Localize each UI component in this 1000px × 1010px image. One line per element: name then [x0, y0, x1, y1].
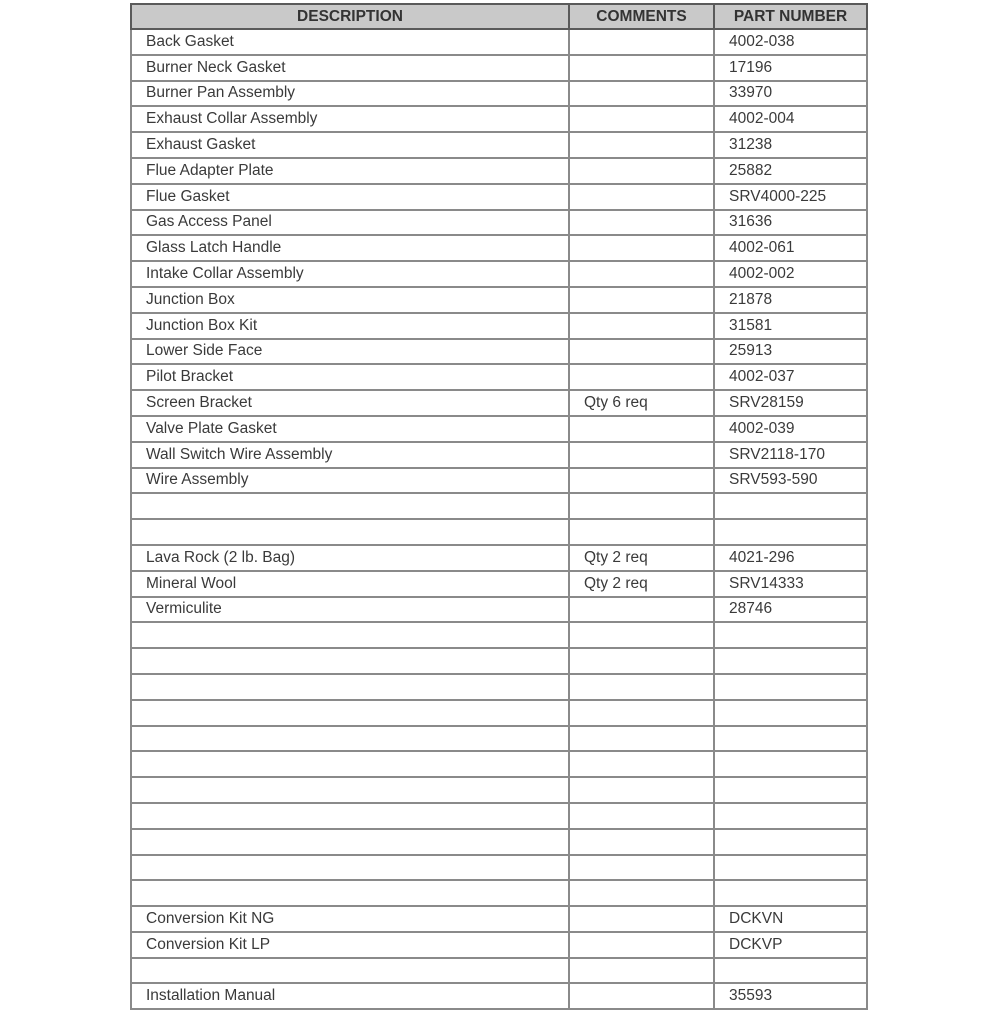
description-cell — [131, 958, 569, 984]
part-number-cell — [714, 777, 867, 803]
table-row — [131, 364, 867, 390]
table-row — [131, 442, 867, 468]
comments-cell — [569, 932, 714, 958]
description-cell: Conversion Kit NG — [131, 906, 569, 932]
description-cell: Wall Switch Wire Assembly — [131, 442, 569, 468]
table-row — [131, 29, 867, 55]
comments-cell — [569, 829, 714, 855]
table-row — [131, 648, 867, 674]
description-cell: Junction Box — [131, 287, 569, 313]
comments-cell: Qty 2 req — [569, 545, 714, 571]
table-row — [131, 493, 867, 519]
part-number-cell — [714, 880, 867, 906]
table-row — [131, 751, 867, 777]
part-number-cell — [714, 700, 867, 726]
table-row — [131, 106, 867, 132]
description-cell: Glass Latch Handle — [131, 235, 569, 261]
table-row — [131, 829, 867, 855]
table-row — [131, 932, 867, 958]
description-cell: Exhaust Collar Assembly — [131, 106, 569, 132]
description-cell — [131, 700, 569, 726]
part-number-cell: 4002-004 — [714, 106, 867, 132]
table-row — [131, 158, 867, 184]
part-number-cell — [714, 855, 867, 881]
comments-cell — [569, 468, 714, 494]
table-row — [131, 287, 867, 313]
comments-cell — [569, 29, 714, 55]
comments-cell — [569, 700, 714, 726]
part-number-cell — [714, 751, 867, 777]
comments-cell: Qty 6 req — [569, 390, 714, 416]
description-cell — [131, 648, 569, 674]
description-cell: Burner Pan Assembly — [131, 81, 569, 107]
description-cell: Mineral Wool — [131, 571, 569, 597]
header-part-number: PART NUMBER — [714, 4, 867, 29]
description-cell: Installation Manual — [131, 983, 569, 1009]
comments-cell — [569, 55, 714, 81]
part-number-cell: 17196 — [714, 55, 867, 81]
part-number-cell: 31636 — [714, 210, 867, 236]
comments-cell — [569, 132, 714, 158]
table-row — [131, 210, 867, 236]
table-row — [131, 545, 867, 571]
comments-cell — [569, 364, 714, 390]
table-row — [131, 726, 867, 752]
comments-cell: Qty 2 req — [569, 571, 714, 597]
part-number-cell — [714, 803, 867, 829]
part-number-cell: SRV4000-225 — [714, 184, 867, 210]
part-number-cell: SRV14333 — [714, 571, 867, 597]
comments-cell — [569, 339, 714, 365]
table-row — [131, 803, 867, 829]
table-row — [131, 519, 867, 545]
header-row — [131, 4, 867, 29]
table-row — [131, 983, 867, 1009]
table-row — [131, 674, 867, 700]
part-number-cell: SRV28159 — [714, 390, 867, 416]
description-cell — [131, 519, 569, 545]
header-description: DESCRIPTION — [131, 4, 569, 29]
table-row — [131, 261, 867, 287]
comments-cell — [569, 726, 714, 752]
description-cell — [131, 674, 569, 700]
table-row — [131, 55, 867, 81]
part-number-cell: 4002-038 — [714, 29, 867, 55]
description-cell: Gas Access Panel — [131, 210, 569, 236]
description-cell — [131, 855, 569, 881]
part-number-cell: DCKVN — [714, 906, 867, 932]
comments-cell — [569, 880, 714, 906]
table-row — [131, 700, 867, 726]
comments-cell — [569, 235, 714, 261]
comments-cell — [569, 622, 714, 648]
description-cell: Flue Gasket — [131, 184, 569, 210]
description-cell — [131, 829, 569, 855]
description-cell — [131, 493, 569, 519]
part-number-cell: 31581 — [714, 313, 867, 339]
part-number-cell — [714, 519, 867, 545]
comments-cell — [569, 158, 714, 184]
parts-table — [130, 3, 868, 1010]
comments-cell — [569, 184, 714, 210]
description-cell: Burner Neck Gasket — [131, 55, 569, 81]
part-number-cell: 31238 — [714, 132, 867, 158]
table-row — [131, 184, 867, 210]
description-cell: Exhaust Gasket — [131, 132, 569, 158]
description-cell: Junction Box Kit — [131, 313, 569, 339]
table-row — [131, 390, 867, 416]
comments-cell — [569, 442, 714, 468]
description-cell: Back Gasket — [131, 29, 569, 55]
table-row — [131, 906, 867, 932]
part-number-cell: 35593 — [714, 983, 867, 1009]
part-number-cell — [714, 726, 867, 752]
part-number-cell: DCKVP — [714, 932, 867, 958]
part-number-cell: 4002-037 — [714, 364, 867, 390]
description-cell: Wire Assembly — [131, 468, 569, 494]
comments-cell — [569, 906, 714, 932]
table-row — [131, 235, 867, 261]
comments-cell — [569, 519, 714, 545]
table-row — [131, 339, 867, 365]
part-number-cell — [714, 674, 867, 700]
description-cell — [131, 880, 569, 906]
table-row — [131, 416, 867, 442]
part-number-cell: 28746 — [714, 597, 867, 623]
table-row — [131, 958, 867, 984]
part-number-cell — [714, 648, 867, 674]
part-number-cell — [714, 493, 867, 519]
part-number-cell: 21878 — [714, 287, 867, 313]
comments-cell — [569, 210, 714, 236]
table-row — [131, 855, 867, 881]
description-cell: Conversion Kit LP — [131, 932, 569, 958]
table-row — [131, 597, 867, 623]
description-cell — [131, 751, 569, 777]
comments-cell — [569, 855, 714, 881]
table-row — [131, 132, 867, 158]
part-number-cell: SRV2118-170 — [714, 442, 867, 468]
table-row — [131, 81, 867, 107]
description-cell — [131, 803, 569, 829]
comments-cell — [569, 493, 714, 519]
comments-cell — [569, 261, 714, 287]
description-cell: Flue Adapter Plate — [131, 158, 569, 184]
part-number-cell: 4021-296 — [714, 545, 867, 571]
description-cell — [131, 622, 569, 648]
comments-cell — [569, 81, 714, 107]
table-row — [131, 622, 867, 648]
comments-cell — [569, 597, 714, 623]
table-row — [131, 313, 867, 339]
part-number-cell: SRV593-590 — [714, 468, 867, 494]
table-row — [131, 468, 867, 494]
part-number-cell: 4002-039 — [714, 416, 867, 442]
comments-cell — [569, 674, 714, 700]
part-number-cell — [714, 829, 867, 855]
description-cell: Valve Plate Gasket — [131, 416, 569, 442]
comments-cell — [569, 106, 714, 132]
part-number-cell — [714, 958, 867, 984]
part-number-cell: 25913 — [714, 339, 867, 365]
comments-cell — [569, 777, 714, 803]
comments-cell — [569, 958, 714, 984]
table-row — [131, 777, 867, 803]
description-cell: Pilot Bracket — [131, 364, 569, 390]
comments-cell — [569, 983, 714, 1009]
comments-cell — [569, 416, 714, 442]
description-cell: Screen Bracket — [131, 390, 569, 416]
part-number-cell: 4002-002 — [714, 261, 867, 287]
part-number-cell — [714, 622, 867, 648]
comments-cell — [569, 313, 714, 339]
table-row — [131, 571, 867, 597]
table-body — [131, 29, 867, 1009]
comments-cell — [569, 648, 714, 674]
description-cell: Lava Rock (2 lb. Bag) — [131, 545, 569, 571]
description-cell: Intake Collar Assembly — [131, 261, 569, 287]
comments-cell — [569, 803, 714, 829]
description-cell — [131, 777, 569, 803]
description-cell: Lower Side Face — [131, 339, 569, 365]
part-number-cell: 4002-061 — [714, 235, 867, 261]
description-cell: Vermiculite — [131, 597, 569, 623]
description-cell — [131, 726, 569, 752]
comments-cell — [569, 287, 714, 313]
header-comments: COMMENTS — [569, 4, 714, 29]
comments-cell — [569, 751, 714, 777]
part-number-cell: 25882 — [714, 158, 867, 184]
part-number-cell: 33970 — [714, 81, 867, 107]
table-row — [131, 880, 867, 906]
